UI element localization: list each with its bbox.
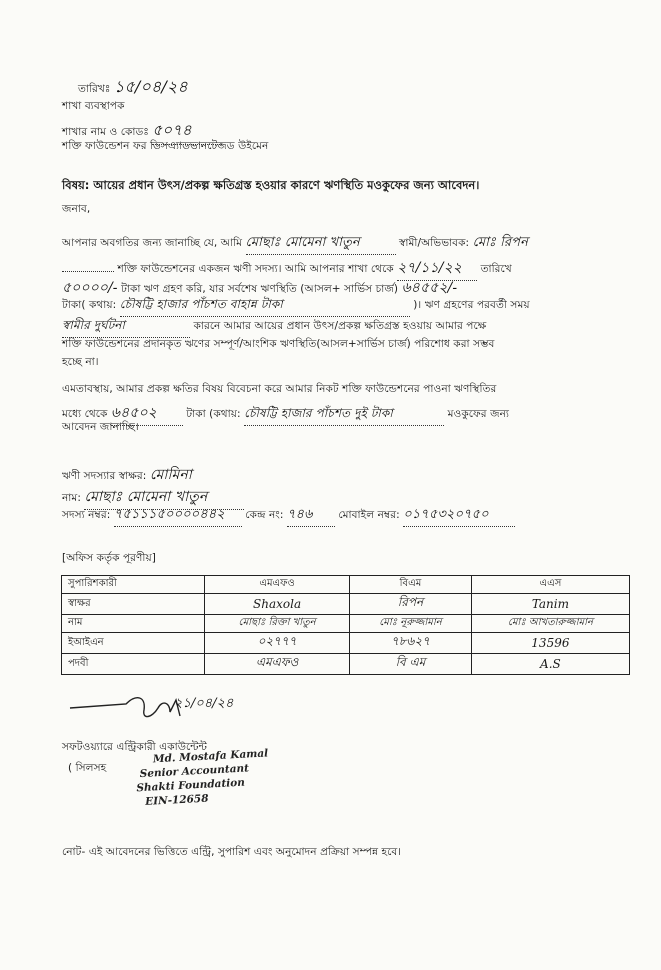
date-value: ১৫/০৪/২৪: [113, 77, 188, 96]
bm-signature: রিপন: [350, 594, 472, 615]
as-signature: Tanim: [471, 594, 629, 615]
salutation: জনাব,: [62, 203, 91, 215]
bm-designation: বি এম: [350, 654, 472, 675]
table-row: [62, 654, 630, 675]
mobile-no-hand: ০১৭৫৩২০৭৫০: [403, 505, 515, 527]
header-mfo: এমএফও: [205, 576, 350, 594]
seal-name: Md. Mostafa Kamal: [152, 747, 269, 766]
applicant-name-hand: মোছাঃ মোমেনা খাতুন: [246, 233, 396, 255]
mfo-designation: এমএফও: [205, 654, 350, 675]
member-ids-line: [62, 505, 515, 527]
para1-line4: [62, 296, 530, 317]
row-label-signature: স্বাক্ষর: [62, 594, 205, 615]
member-no-hand: ৭৫১১১৫০০০০৪৪২: [114, 505, 242, 527]
branch-name-label: শাখার নাম ও কোডঃ: [62, 126, 149, 138]
table-row: [62, 615, 630, 633]
header-bm: বিএম: [350, 576, 472, 594]
para2-text-a: মধ্যে থেকে: [62, 408, 108, 420]
member-name-hand: মোছাঃ মোমেনা খাতুন: [84, 485, 244, 510]
office-section-label: [অফিস কর্তৃক পূরণীয়]: [62, 552, 156, 564]
member-signature-label: ঋণী সদস্যার স্বাক্ষর:: [62, 470, 147, 482]
seal-title: Senior Accountant: [139, 762, 250, 781]
member-signature-line: [62, 463, 192, 487]
as-name: মোঃ আখতারুজ্জামান: [471, 615, 629, 633]
para1-text-e: কারনে আমার আয়ের প্রধান উৎস/প্রকল্প ক্ষতিগ্রস্ত হওয়ায় আমার পক্ষে: [193, 320, 487, 332]
waiver-amount-hand: ৬৪৫০২: [111, 401, 183, 426]
date-line: [78, 74, 188, 101]
date-suffix: তারিখে: [480, 263, 512, 275]
para2-line1: এমতাবস্থায়, আমার প্রকল্প ক্ষতির বিষয় বিবেচনা করে আমার নিকট শক্তি ফাউন্ডেশনের পাওনা ঋণস্থিতির: [62, 383, 497, 395]
mobile-label: মোবাইল নম্বর:: [338, 509, 400, 521]
mfo-name: মোছাঃ রিক্তা খাতুন: [205, 615, 350, 633]
para2-text-b: টাকা (কথায়:: [186, 408, 241, 420]
row-label-name: নাম: [62, 615, 205, 633]
row-label-ein: ইআইএন: [62, 633, 205, 654]
bm-name: মোঃ নূরুজ্জামান: [350, 615, 472, 633]
office-table-header: [62, 576, 630, 594]
guardian-name-hand: মোঃ রিপন: [472, 235, 528, 250]
accountant-sign-date: ২১/০৪/২৪: [174, 696, 234, 711]
para2-text-c: মওকুফের জন্য: [447, 408, 509, 420]
para1-text-b: শক্তি ফাউন্ডেশনের একজন ঋণী সদস্য। আমি আপনার শাখা থেকে: [117, 263, 394, 275]
member-signature-hand: মোমিনা: [149, 467, 192, 483]
loan-balance-hand: ৬৪৫৫২/-: [401, 280, 458, 296]
header-recommender: সুপারিশকারী: [62, 576, 205, 594]
accountant-line1: সফটওয়্যারে এন্ট্রিকারী একাউন্টেন্ট: [62, 741, 207, 753]
mfo-ein: ০২৭৭৭: [205, 633, 350, 654]
center-no-hand: ৭৪৬: [287, 505, 335, 527]
reason-hand: স্বামীর দুর্ঘটনা: [62, 317, 190, 338]
mfo-signature: Shaxola: [205, 594, 350, 615]
as-ein: 13596: [471, 633, 629, 654]
header-as: এএস: [471, 576, 629, 594]
member-no-label: সদস্য নম্বর:: [62, 509, 111, 521]
para1-text-d: )। ঋণ গ্রহণের পরবর্তী সময়: [413, 299, 530, 311]
loan-date-hand: ২৭/১১/২২: [397, 256, 477, 281]
para1-line5: [62, 317, 486, 338]
in-words-label: টাকা( কথায়:: [62, 299, 117, 311]
branch-manager: শাখা ব্যবস্থাপক: [62, 100, 125, 112]
center-label: কেন্দ্র নং:: [245, 509, 284, 521]
para1-line6: শক্তি ফাউন্ডেশনের প্রদানকৃত ঋণের সম্পূর্ণ/আংশিক ঋণস্থিতি(আসল+সার্ভিস চার্জ) পরিশোধ করা সম্ভব: [62, 338, 495, 350]
subject-line: বিষয়: আয়ের প্রধান উৎস/প্রকল্প ক্ষতিগ্রস্ত হওয়ার কারণে ঋণস্থিতি মওকুফের জন্য আবেদন।: [62, 178, 480, 192]
seal-org: Shakti Foundation: [136, 776, 246, 795]
para2-line3: আবেদন জানাচ্ছি।: [62, 421, 139, 433]
balance-words-hand: চৌষট্টি হাজার পাঁচশত বাহান্ন টাকা: [120, 296, 410, 317]
table-row: [62, 633, 630, 654]
as-designation: A.S: [471, 654, 629, 675]
para1-line7: হচ্ছে না।: [62, 356, 99, 368]
branch-code-value: ৫০৭৪: [152, 119, 222, 145]
seal-ein: EIN-12658: [144, 792, 209, 808]
para1-line1: [62, 233, 528, 255]
row-label-designation: পদবী: [62, 654, 205, 675]
loan-amount-hand: ৫০০০০/-: [62, 280, 118, 296]
foundation-name: শক্তি ফাউন্ডেশন ফর ডিসএ্যাডভানটেজড উইমেন: [62, 140, 269, 152]
accountant-line2: ( সিলসহ: [68, 762, 107, 774]
para1-text-a: আপনার অবগতির জন্য জানাচ্ছি যে, আমি: [62, 237, 243, 249]
guardian-label: স্বামী/অভিভাবক:: [398, 237, 470, 249]
accountant-seal: [129, 746, 271, 809]
bm-ein: ৭৮৬২৭: [350, 633, 472, 654]
office-table: [61, 575, 630, 675]
member-name-label: নাম:: [62, 492, 81, 504]
footer-note: নোট- এই আবেদনের ভিত্তিতে এন্ট্রি, সুপারিশ এবং অনুমোদন প্রক্রিয়া সম্পন্ন হবে।: [62, 846, 402, 858]
para1-text-c: টাকা ঋণ গ্রহণ করি, যার সর্বশেষ ঋণস্থিতি (আসল+ সার্ভিস চার্জ): [121, 283, 399, 295]
date-label: তারিখঃ: [78, 83, 111, 95]
table-row: [62, 594, 630, 615]
waiver-words-hand: চৌষট্টি হাজার পাঁচশত দুই টাকা: [244, 405, 444, 426]
